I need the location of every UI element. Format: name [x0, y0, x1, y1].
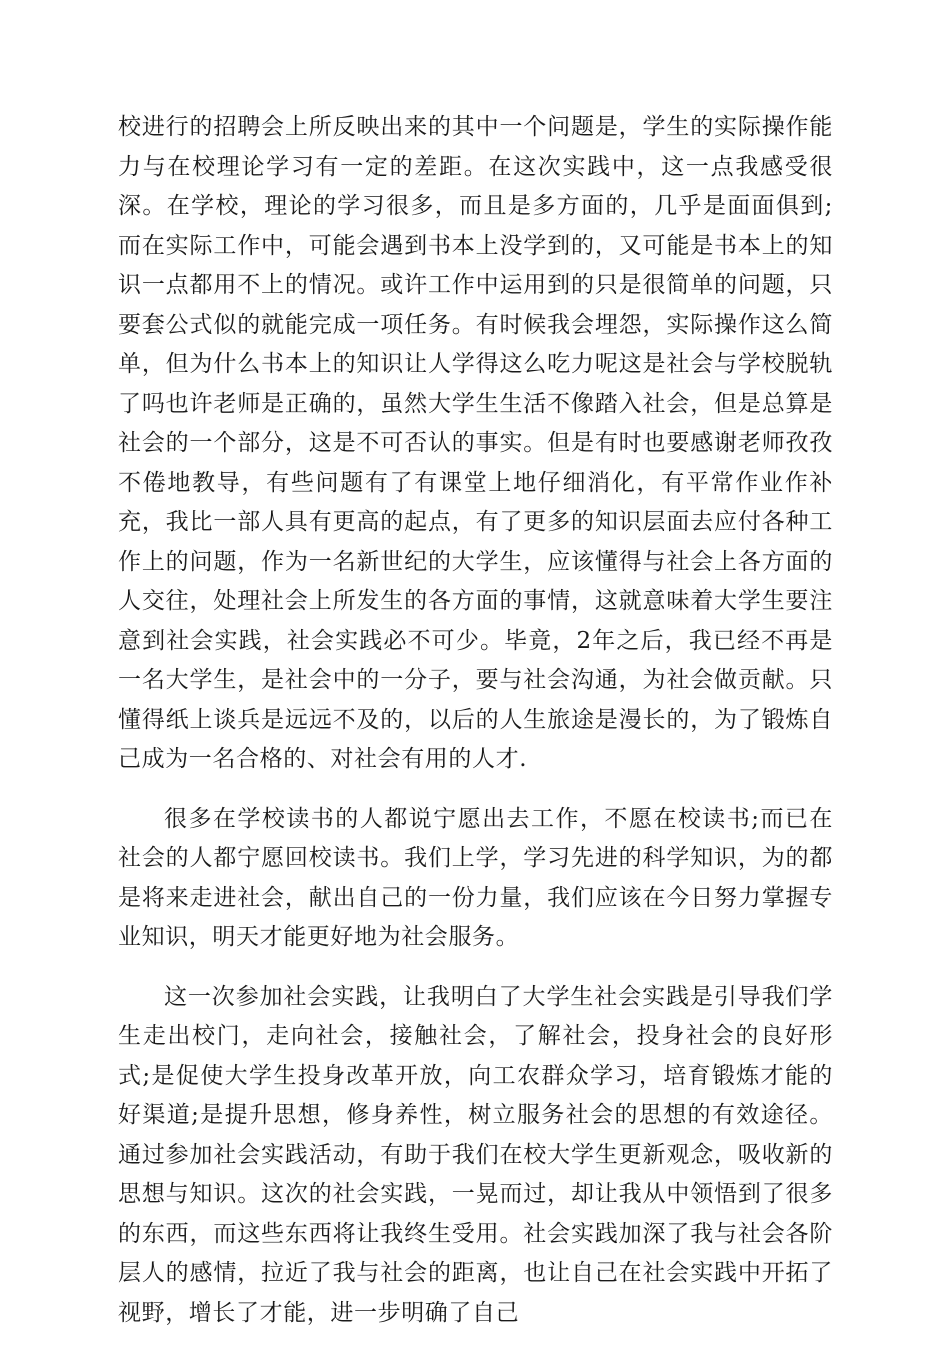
- paragraph-continued: 校进行的招聘会上所反映出来的其中一个问题是，学生的实际操作能力与在校理论学习有一定的差距。在这次实践中，这一点我感受很深。在学校，理论的学习很多，而且是多方面的，几乎是面面俱到;而在实际工作中，可能会遇到书本上没学到的，又可能是书本上的知识一点都用不上的情况。或许工作中运用到的只是很简单的问题，只要套公式似的就能完成一项任务。有时候我会埋怨，实际操作这么简单，但为什么书本上的知识让人学得这么吃力呢这是社会与学校脱轨了吗也许老师是正确的，虽然大学生生活不像踏入社会，但是总算是社会的一个部分，这是不可否认的事实。但是有时也要感谢老师孜孜不倦地教导，有些问题有了有课堂上地仔细消化，有平常作业作补充，我比一部人具有更高的起点，有了更多的知识层面去应付各种工作上的问题，作为一名新世纪的大学生，应该懂得与社会上各方面的人交往，处理社会上所发生的各方面的事情，这就意味着大学生要注意到社会实践，社会实践必不可少。毕竟，2年之后，我已经不再是一名大学生，是社会中的一分子，要与社会沟通，为社会做贡献。只懂得纸上谈兵是远远不及的，以后的人生旅途是漫长的，为了锻炼自己成为一名合格的、对社会有用的人才.: [118, 114, 833, 772]
- paragraph: 很多在学校读书的人都说宁愿出去工作，不愿在校读书;而已在社会的人都宁愿回校读书。我们上学，学习先进的科学知识，为的都是将来走进社会，献出自己的一份力量，我们应该在今日努力掌握专业知识，明天才能更好地为社会服务。: [118, 805, 833, 950]
- document-body: [118, 108, 833, 1353]
- paragraph: 这一次参加社会实践，让我明白了大学生社会实践是引导我们学生走出校门，走向社会，接触社会，了解社会，投身社会的良好形式;是促使大学生投身改革开放，向工农群众学习，培育锻炼才能的好渠道;是提升思想，修身养性，树立服务社会的思想的有效途径。通过参加社会实践活动，有助于我们在校大学生更新观念，吸收新的思想与知识。这次的社会实践，一晃而过，却让我从中领悟到了很多的东西，而这些东西将让我终生受用。社会实践加深了我与社会各阶层人的感情，拉近了我与社会的距离，也让自己在社会实践中开拓了视野，增长了才能，进一步明确了自己: [118, 983, 833, 1326]
